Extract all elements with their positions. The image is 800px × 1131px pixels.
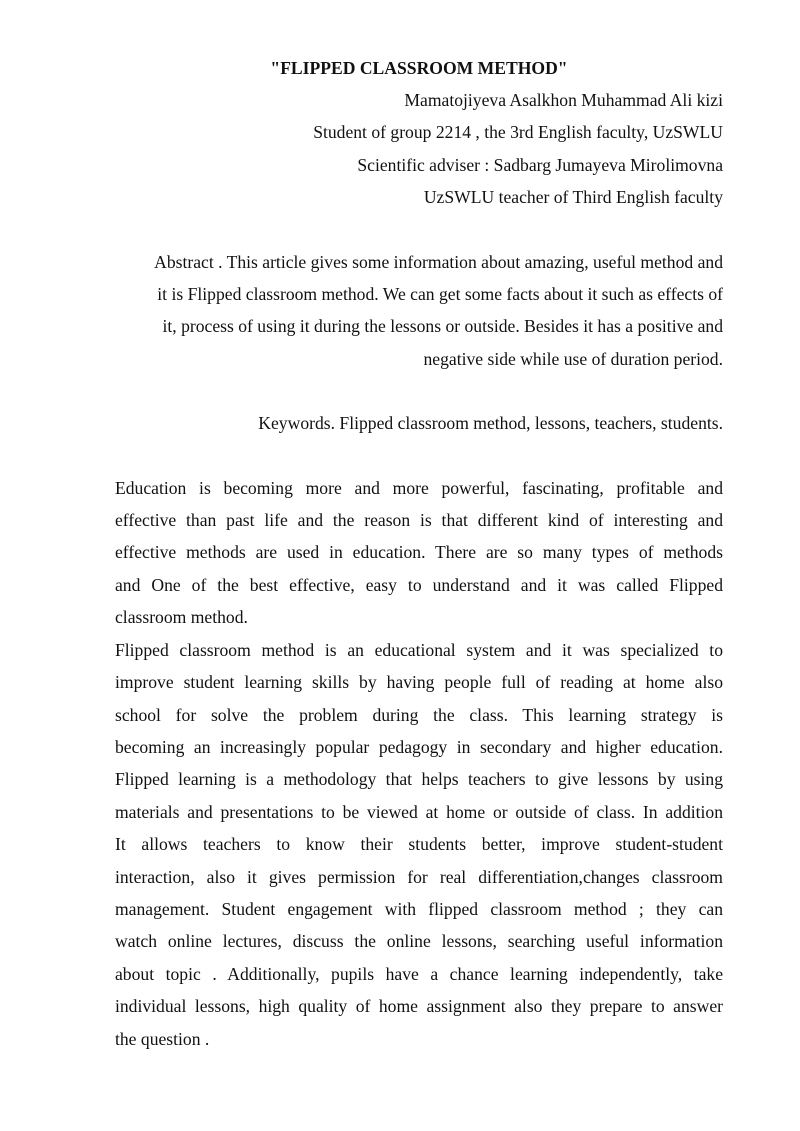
keywords: Keywords. Flipped classroom method, lessons, teachers, students. bbox=[258, 413, 723, 434]
paragraph-line: watch online lectures, discuss the online lessons, searching useful information bbox=[115, 931, 723, 952]
abstract bbox=[115, 246, 723, 376]
paragraph-line: school for solve the problem during the class. This learning strategy is bbox=[115, 704, 723, 725]
paragraph-line: Flipped learning is a methodology that helps teachers to give lessons by using bbox=[115, 769, 723, 790]
abstract-line: it is Flipped classroom method. We can get some facts about it such as effects of bbox=[157, 284, 723, 305]
paragraph-line: and One of the best effective, easy to understand and it was called Flipped bbox=[115, 574, 723, 595]
paragraph-line: effective than past life and the reason is that different kind of interesting and bbox=[115, 510, 723, 531]
scientific-adviser: Scientific adviser : Sadbarg Jumayeva Mirolimovna bbox=[357, 154, 723, 175]
document-page bbox=[115, 52, 723, 1055]
paragraph-line: It allows teachers to know their students better, improve student-student bbox=[115, 834, 723, 855]
paragraph-line: individual lessons, high quality of home assignment also they prepare to answer bbox=[115, 996, 723, 1017]
paragraph-line: interaction, also it gives permission for real differentiation,changes classroom bbox=[115, 866, 723, 887]
abstract-line: negative side while use of duration period. bbox=[423, 348, 723, 369]
author-name: Mamatojiyeva Asalkhon Muhammad Ali kizi bbox=[404, 90, 723, 110]
paragraph-line: materials and presentations to be viewed at home or outside of class. In addition bbox=[115, 801, 723, 822]
paragraph-line: becoming an increasingly popular pedagogy in secondary and higher education. bbox=[115, 736, 723, 757]
author-affiliation: Student of group 2214 , the 3rd English faculty, UzSWLU bbox=[313, 122, 723, 143]
author-block bbox=[115, 84, 723, 214]
spacer bbox=[115, 214, 723, 246]
spacer bbox=[115, 375, 723, 407]
abstract-line: it, process of using it during the lessons or outside. Besides it has a positive and bbox=[162, 316, 723, 337]
paragraph-line: Education is becoming more and more powerful, fascinating, profitable and bbox=[115, 477, 723, 498]
adviser-affiliation: UzSWLU teacher of Third English faculty bbox=[423, 187, 723, 208]
paragraph-line: improve student learning skills by having people full of reading at home also bbox=[115, 672, 723, 693]
paragraph-line: effective methods are used in education. There are so many types of methods bbox=[115, 542, 723, 563]
body-paragraph-2 bbox=[115, 634, 723, 1055]
paragraph-line: management. Student engagement with flipped classroom method ; they can bbox=[115, 898, 723, 919]
document-title: "FLIPPED CLASSROOM METHOD" bbox=[270, 58, 568, 78]
paragraph-line: Flipped classroom method is an educational system and it was specialized to bbox=[115, 639, 723, 660]
paragraph-line: classroom method. bbox=[115, 607, 248, 628]
body-paragraph-1 bbox=[115, 472, 723, 634]
spacer bbox=[115, 440, 723, 472]
abstract-line: Abstract . This article gives some information about amazing, useful method and bbox=[154, 251, 723, 272]
paragraph-line: about topic . Additionally, pupils have a chance learning independently, take bbox=[115, 963, 723, 984]
paragraph-line: the question . bbox=[115, 1028, 210, 1049]
